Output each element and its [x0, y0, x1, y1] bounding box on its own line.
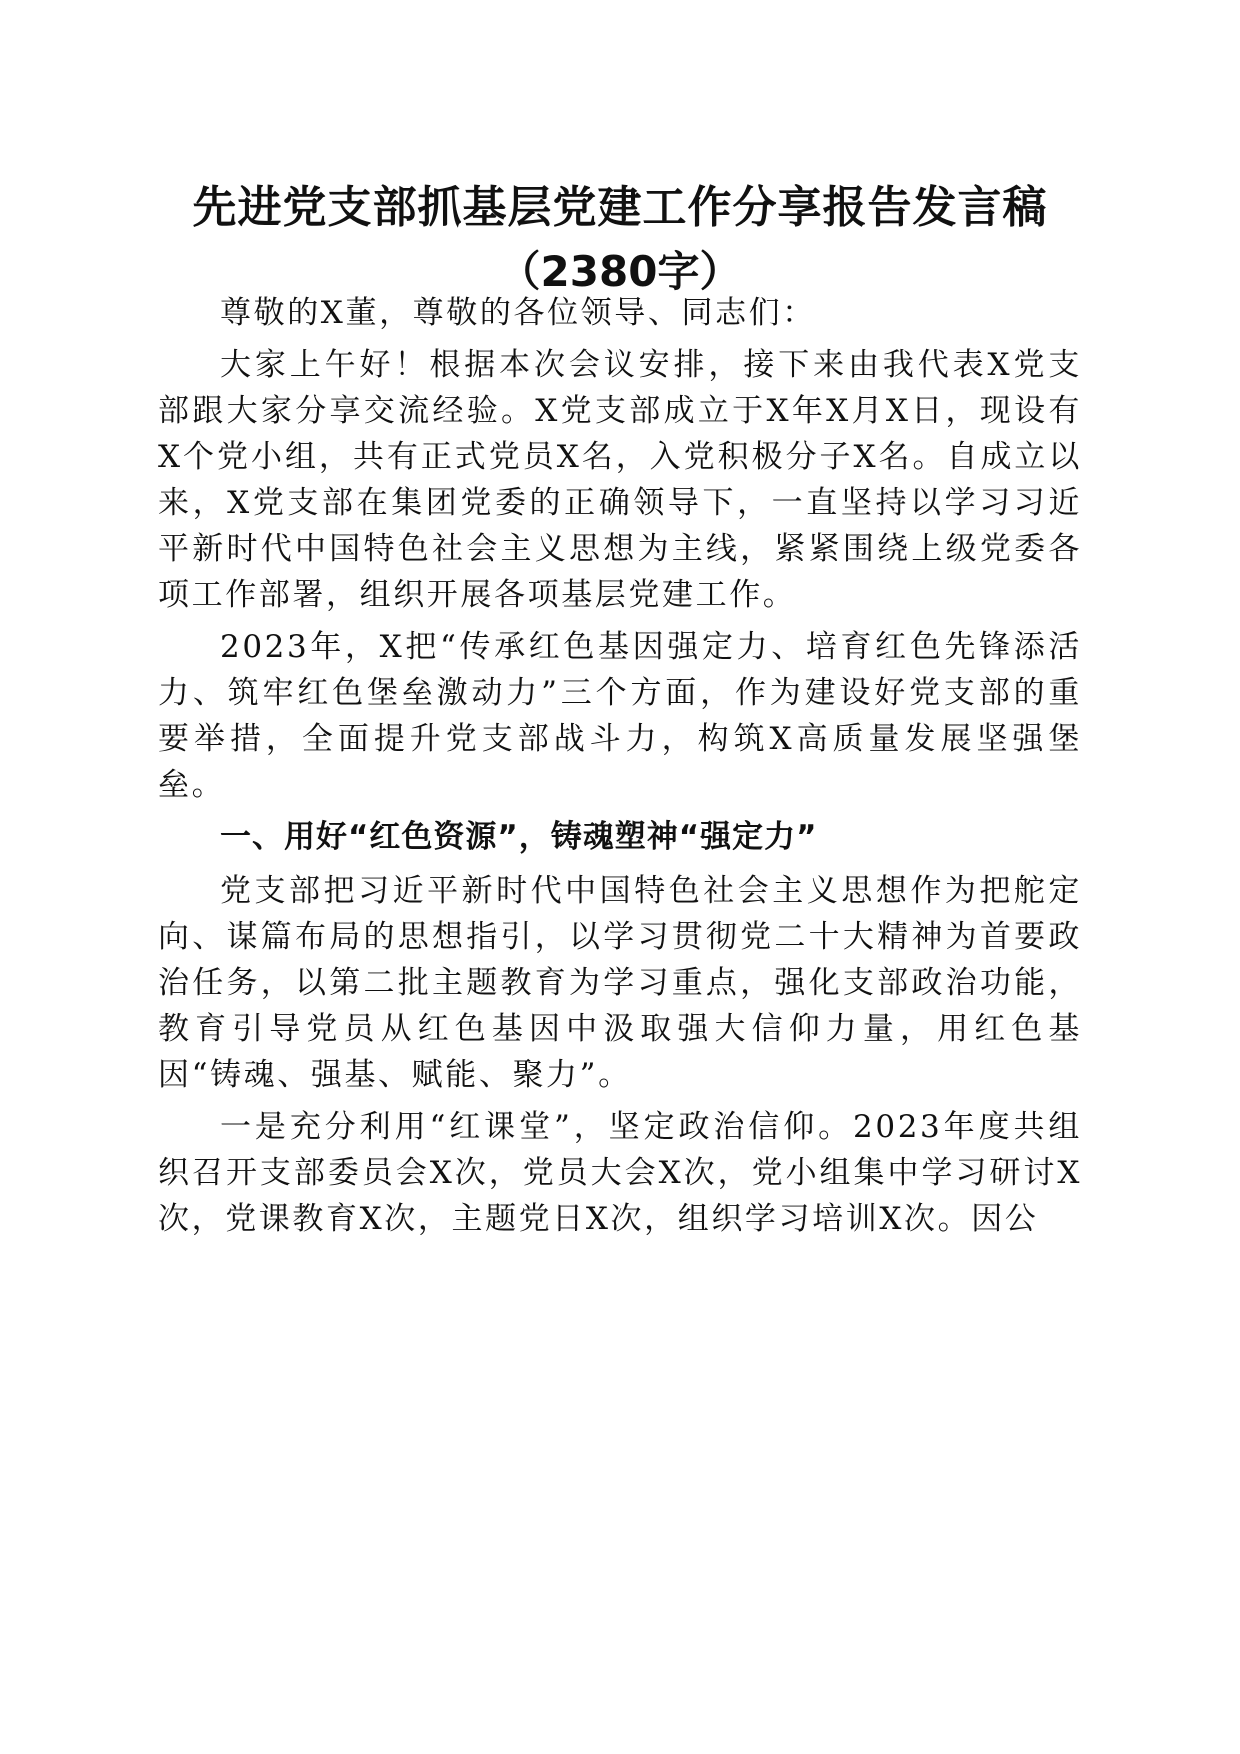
document-title: 先进党支部抓基层党建工作分享报告发言稿 [192, 182, 1048, 233]
greeting-paragraph: 尊敬的X董，尊敬的各位领导、同志们： [220, 295, 816, 331]
section-heading: 一、用好“红色资源”，铸魂塑神“强定力” [220, 819, 818, 855]
intro-paragraph: 大家上午好！根据本次会议安排，接下来由我代表X党支部跟大家分享交流经验。X党支部成立于X年X月X日，现设有X个党小组，共有正式党员X名，入党积极分子X名。自成立以来，X党支部在集团党委的正确领导下，一直坚持以学习习近平新时代中国特色社会主义思想为主线，紧紧围绕上级党委各项工作部署，组织开展各项基层党建工作。 [158, 347, 1082, 613]
section-paragraph: 党支部把习近平新时代中国特色社会主义思想作为把舵定向、谋篇布局的思想指引，以学习贯彻党二十大精神为首要政治任务，以第二批主题教育为学习重点，强化支部政治功能，教育引导党员从红色基因中汲取强大信仰力量，用红色基因“铸魂、强基、赋能、聚力”。 [158, 873, 1082, 1093]
section-paragraph: 一是充分利用“红课堂”，坚定政治信仰。2023年度共组织召开支部委员会X次，党员大会X次，党小组集中学习研讨X次，党课教育X次，主题党日X次，组织学习培训X次。因公 [158, 1109, 1082, 1237]
title-block [0, 175, 1240, 303]
summary-paragraph: 2023年，X把“传承红色基因强定力、培育红色先锋添活力、筑牢红色堡垒激动力”三个方面，作为建设好党支部的重要举措，全面提升党支部战斗力，构筑X高质量发展坚强堡垒。 [158, 629, 1082, 803]
document-subtitle: （2380字） [498, 247, 742, 296]
document-body [158, 290, 1082, 1248]
